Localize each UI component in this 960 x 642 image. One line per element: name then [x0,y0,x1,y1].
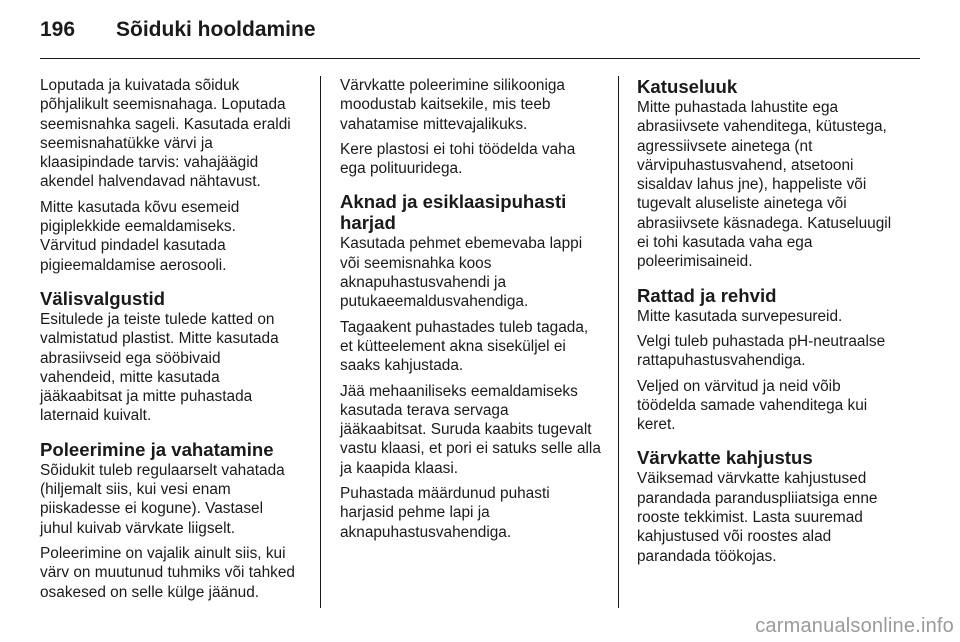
text-line: Sõidukit tuleb regulaarselt vahatada [40,461,285,479]
paragraph [637,98,920,272]
text-line: valmistatud plastist. Mitte kasutada [40,330,279,348]
text-line: Esitulede ja teiste tulede katted on [40,310,275,328]
text-line: saaks kahjustada. [340,357,464,375]
paragraph [40,461,302,538]
text-line: Värvkatte poleerimine silikooniga [340,77,565,94]
text-line: klaasipindade tarvis: vahajäägid [40,154,259,172]
text-line: abrasiivsete vahenditega, kütustega, [637,118,887,136]
text-line: Loputada ja kuivatada sõiduk [40,77,240,94]
text-line: Mitte kasutada kõvu esemeid [40,198,240,216]
paragraph [40,76,302,192]
section-heading-paint-damage: Värvkatte kahjustus [637,447,813,469]
text-line: Kasutada pehmet ebemevaba lappi [340,235,583,253]
text-line: parandada paranduspliiatsiga enne [637,489,878,507]
text-line: Jää mehaaniliseks eemaldamiseks [340,382,578,400]
text-line: vahendeid, mitte kasutada [40,368,220,386]
text-line: akendel halvendavad nähtavust. [40,173,261,191]
page-title: Sõiduki hooldamine [116,18,316,41]
paragraph [340,140,603,179]
text-line: Puhastada määrdunud puhasti [340,485,550,503]
text-line: Tagaakent puhastades tuleb tagada, [340,318,589,336]
text-line: Mitte kasutada survepesureid. [637,307,843,325]
text-line: agressiivsete ainetega (nt [637,137,813,155]
paragraph [637,307,920,326]
text-line: värv on muutunud tuhmiks või tahked [40,564,295,582]
text-line: seemisnahatükke värvi ja [40,134,213,152]
text-line: parandada töökojas. [637,547,777,565]
text-line: et kütteelement akna siseküljel ei [340,337,566,355]
text-line: vahatamise mittevajalikuks. [340,115,528,133]
section-heading-wheels-tyres: Rattad ja rehvid [637,284,777,306]
paragraph [40,544,302,602]
text-line: sisaldav lahus jne), happeliste või [637,176,867,194]
text-line: Mitte puhastada lahustite ega [637,99,839,116]
paragraph [637,377,920,435]
section-heading-windows-wipers: Aknad ja esiklaasipuhasti harjad [340,191,567,234]
text-line: piiskadesse ei kogune). Vastasel [40,500,264,518]
text-line: Kere plastosi ei tohi töödelda vaha [340,140,576,158]
column-3 [637,76,920,572]
paragraph [340,76,603,134]
text-line: juhul kuivab värvkate liigselt. [40,519,236,537]
paragraph [340,234,603,311]
text-line: ja kaapida klaasi. [340,459,459,477]
text-line: jääkaabitsat ja mitte puhastada [40,388,253,406]
column-2 [340,76,603,548]
text-line: kasutada terava servaga [340,401,509,419]
paragraph [40,198,302,275]
text-line: rattapuhastusvahendiga. [637,352,806,370]
header-rule [40,58,920,59]
text-line: või seemisnahka koos [340,254,492,272]
text-line: pigieemaldamise aerosooli. [40,256,227,274]
paragraph [637,332,920,371]
text-line: abrasiivseid ega sööbivaid [40,349,221,367]
page-number: 196 [40,18,76,41]
text-line: aknapuhastusvahendi ja [340,274,507,292]
text-line: Veljed on värvitud ja neid võib [637,377,841,395]
text-line: ega polituuridega. [340,160,463,178]
text-line: jääkaabitsat. Suruda kaabits tugevalt [340,421,592,439]
section-heading-polishing: Poleerimine ja vahatamine [40,438,274,460]
text-line: tugevalt aluseliste ainetega või [637,195,847,213]
text-line: keret. [637,416,676,434]
text-line: harjasid pehme lapi ja [340,504,490,522]
text-line: osakesed on selle külge jäänud. [40,583,260,601]
column-divider-2 [618,76,619,608]
text-line: rooste tekkimist. Lasta suuremad [637,509,863,527]
paragraph [40,310,302,426]
column-1 [40,76,302,608]
text-line: poleerimisaineid. [637,253,753,271]
text-line: (hiljemalt siis, kui vesi enam [40,481,231,499]
section-heading-exterior-lights: Välisvalgustid [40,287,166,309]
text-line: laternaid kuivalt. [40,407,152,425]
watermark: carmanualsonline.info [755,615,954,637]
text-line: värvipuhastusvahend, atsetooni [637,156,854,174]
text-line: aknapuhastusvahendiga. [340,523,512,541]
text-line: vastu klaasi, et pori ei satuks selle alla [340,440,601,458]
page-header [40,18,316,48]
paragraph [637,469,920,565]
text-line: pigiplekkide eemaldamiseks. [40,218,236,236]
column-divider-1 [320,76,321,608]
text-line: Väiksemad värvkatte kahjustused [637,470,867,488]
text-line: Värvitud pindadel kasutada [40,237,226,255]
paragraph [340,318,603,376]
text-line: Velgi tuleb puhastada pH-neutraalse [637,332,886,350]
text-line: põhjalikult seemisnahaga. Loputada [40,96,286,114]
text-line: Poleerimine on vajalik ainult siis, kui [40,544,286,562]
text-line: moodustab kaitsekile, mis teeb [340,96,551,114]
section-heading-sunroof: Katuseluuk [637,76,738,97]
paragraph [340,382,603,478]
paragraph [340,484,603,542]
text-line: putukaeemaldusvahendiga. [340,293,529,311]
text-line: kahjustused või roostes alad [637,528,832,546]
text-line: abrasiivsete käsnadega. Katuseluugil [637,214,892,232]
text-line: töödelda samade vahenditega kui [637,396,868,414]
text-line: ei tohi kasutada vaha ega [637,234,813,252]
text-line: seemisnahka sageli. Kasutada eraldi [40,115,291,133]
